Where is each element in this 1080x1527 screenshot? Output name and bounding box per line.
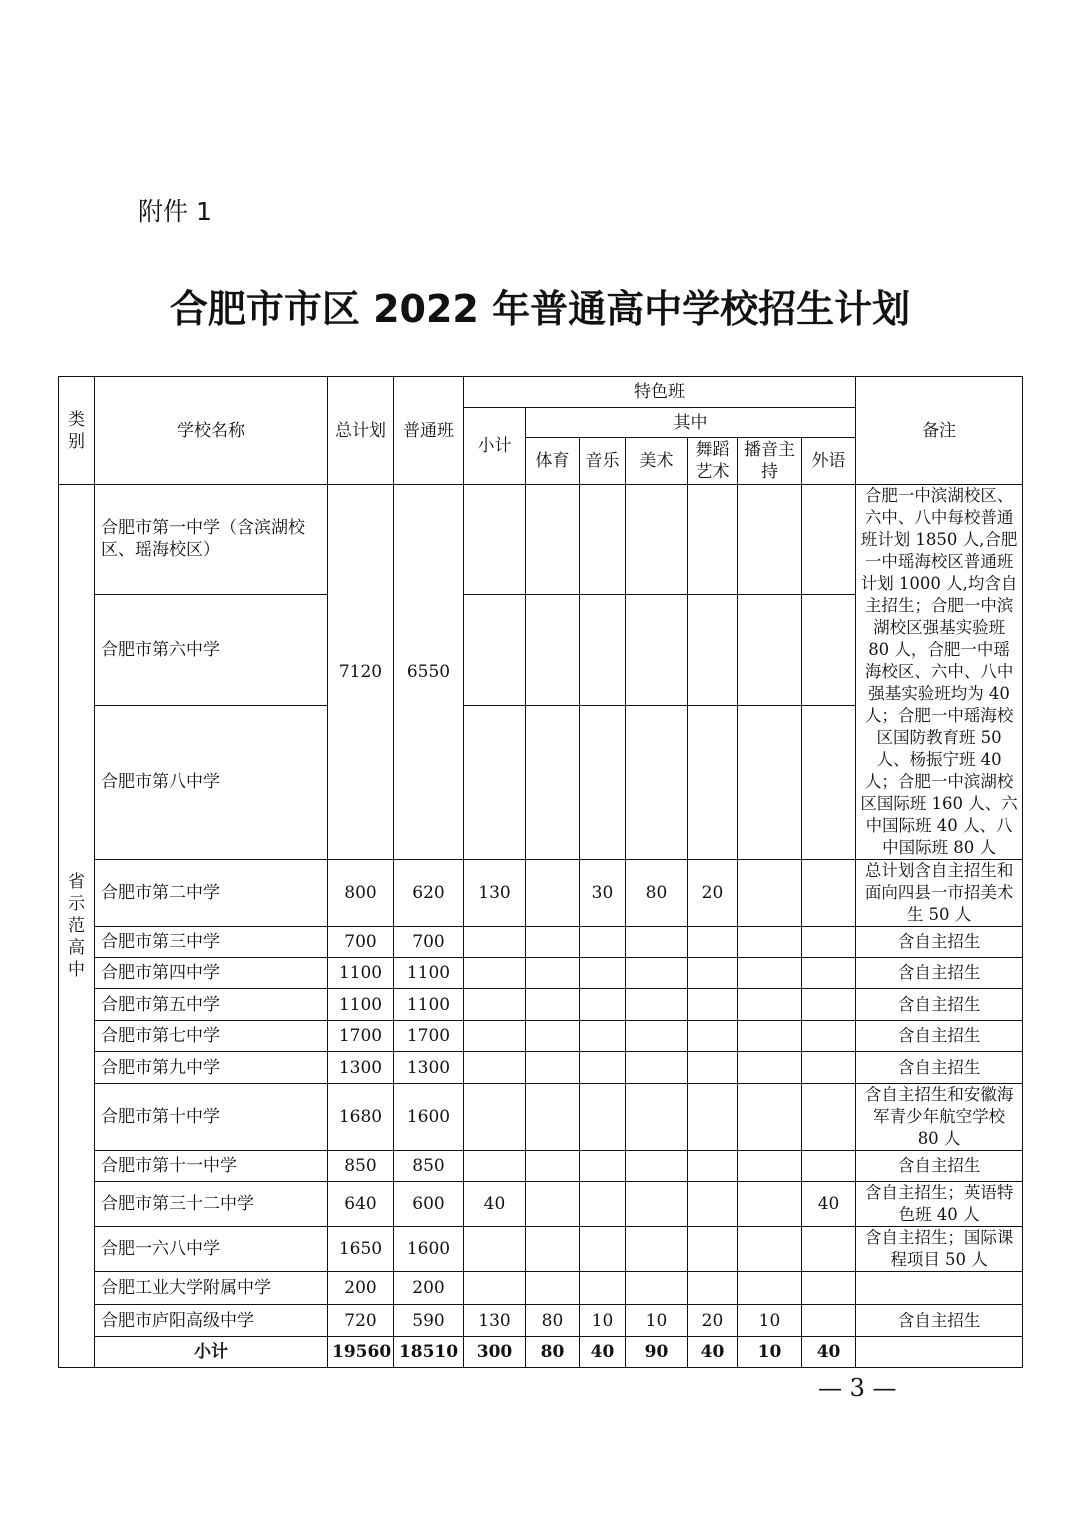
- dance-cell: [688, 1084, 738, 1151]
- table-row: [59, 1151, 1023, 1182]
- language-cell: [802, 1305, 856, 1337]
- school-name: 合肥工业大学附属中学: [95, 1272, 328, 1305]
- language-cell: [802, 705, 856, 859]
- total-cell: 850: [328, 1151, 394, 1182]
- art-cell: 80: [626, 860, 688, 927]
- header-remark: 备注: [856, 377, 1023, 485]
- broadcast-cell: [738, 1084, 802, 1151]
- broadcast-cell: 10: [738, 1337, 802, 1368]
- table-body: [59, 377, 1023, 1368]
- table-row: [59, 1305, 1023, 1337]
- sports-cell: [526, 1021, 580, 1052]
- broadcast-cell: [738, 485, 802, 595]
- music-cell: [580, 958, 626, 989]
- school-name: 合肥市第二中学: [95, 860, 328, 927]
- table-row: [59, 989, 1023, 1021]
- header-sports: 体育: [526, 438, 580, 485]
- broadcast-cell: [738, 927, 802, 958]
- subtotal-cell: 130: [464, 860, 526, 927]
- broadcast-cell: [738, 1052, 802, 1084]
- total-cell: 1700: [328, 1021, 394, 1052]
- broadcast-cell: 10: [738, 1305, 802, 1337]
- sports-cell: [526, 1052, 580, 1084]
- header-total: 总计划: [328, 377, 394, 485]
- art-cell: [626, 1021, 688, 1052]
- school-name: 合肥市第四中学: [95, 958, 328, 989]
- music-cell: [580, 1182, 626, 1227]
- dance-cell: 20: [688, 1305, 738, 1337]
- subtotal-cell: [464, 705, 526, 859]
- sports-cell: [526, 1182, 580, 1227]
- total-cell: 1100: [328, 958, 394, 989]
- subtotal-cell: [464, 1227, 526, 1272]
- art-cell: 10: [626, 1305, 688, 1337]
- table-row: [59, 860, 1023, 927]
- language-cell: [802, 1052, 856, 1084]
- remark-cell: [856, 1337, 1023, 1368]
- dance-cell: [688, 1021, 738, 1052]
- dance-cell: [688, 485, 738, 595]
- sports-cell: [526, 989, 580, 1021]
- dance-cell: [688, 1182, 738, 1227]
- broadcast-cell: [738, 1272, 802, 1305]
- language-cell: [802, 860, 856, 927]
- document-title: 合肥市市区 2022 年普通高中学校招生计划: [169, 287, 911, 331]
- music-cell: [580, 927, 626, 958]
- total-cell: 19560: [328, 1337, 394, 1368]
- table-row: [59, 927, 1023, 958]
- school-name: 合肥市庐阳高级中学: [95, 1305, 328, 1337]
- total-cell: 1680: [328, 1084, 394, 1151]
- remark-cell: 含自主招生；英语特色班 40 人: [856, 1182, 1023, 1227]
- broadcast-cell: [738, 1021, 802, 1052]
- header-language: 外语: [802, 438, 856, 485]
- enrollment-plan-table: [58, 376, 1023, 1368]
- music-cell: [580, 594, 626, 705]
- regular-cell: 850: [394, 1151, 464, 1182]
- subtotal-label: 小计: [95, 1337, 328, 1368]
- school-name: 合肥市第三十二中学: [95, 1182, 328, 1227]
- remark-cell: [856, 1272, 1023, 1305]
- remark-cell: 含自主招生: [856, 1305, 1023, 1337]
- header-music: 音乐: [580, 438, 626, 485]
- music-cell: [580, 705, 626, 859]
- subtotal-cell: [464, 1052, 526, 1084]
- music-cell: [580, 1052, 626, 1084]
- dance-cell: [688, 958, 738, 989]
- regular-cell: 1100: [394, 989, 464, 1021]
- header-among: 其中: [526, 408, 856, 438]
- broadcast-cell: [738, 958, 802, 989]
- art-cell: [626, 1151, 688, 1182]
- remark-cell: 含自主招生: [856, 1021, 1023, 1052]
- language-cell: 40: [802, 1337, 856, 1368]
- remark-cell: 含自主招生: [856, 927, 1023, 958]
- sports-cell: [526, 1151, 580, 1182]
- dance-cell: [688, 1151, 738, 1182]
- regular-cell: 1600: [394, 1084, 464, 1151]
- art-cell: [626, 1084, 688, 1151]
- language-cell: [802, 485, 856, 595]
- subtotal-cell: [464, 1021, 526, 1052]
- broadcast-cell: [738, 989, 802, 1021]
- header-dance: 舞蹈艺术: [688, 438, 738, 485]
- remark-cell: 含自主招生: [856, 989, 1023, 1021]
- sports-cell: [526, 927, 580, 958]
- language-cell: [802, 1151, 856, 1182]
- art-cell: [626, 1227, 688, 1272]
- school-name: 合肥市第八中学: [95, 705, 328, 859]
- total-cell: 7120: [328, 485, 394, 860]
- sports-cell: [526, 1084, 580, 1151]
- music-cell: 40: [580, 1337, 626, 1368]
- table-row: [59, 1227, 1023, 1272]
- subtotal-cell: [464, 485, 526, 595]
- music-cell: [580, 1021, 626, 1052]
- subtotal-cell: [464, 1272, 526, 1305]
- subtotal-cell: 300: [464, 1337, 526, 1368]
- dance-cell: [688, 1052, 738, 1084]
- dance-cell: [688, 989, 738, 1021]
- remark-cell: 含自主招生: [856, 1151, 1023, 1182]
- regular-cell: 620: [394, 860, 464, 927]
- regular-cell: 6550: [394, 485, 464, 860]
- music-cell: [580, 1272, 626, 1305]
- dance-cell: [688, 1227, 738, 1272]
- broadcast-cell: [738, 705, 802, 859]
- subtotal-cell: [464, 958, 526, 989]
- regular-cell: 590: [394, 1305, 464, 1337]
- total-cell: 700: [328, 927, 394, 958]
- music-cell: [580, 485, 626, 595]
- school-name: 合肥市第九中学: [95, 1052, 328, 1084]
- dance-cell: [688, 927, 738, 958]
- subtotal-cell: [464, 594, 526, 705]
- regular-cell: 600: [394, 1182, 464, 1227]
- sports-cell: 80: [526, 1305, 580, 1337]
- regular-cell: 1300: [394, 1052, 464, 1084]
- table-row: [59, 1272, 1023, 1305]
- language-cell: [802, 958, 856, 989]
- table-row: [59, 485, 1023, 595]
- page-number: — 3 —: [818, 1374, 897, 1402]
- dance-cell: [688, 1272, 738, 1305]
- art-cell: [626, 594, 688, 705]
- music-cell: 30: [580, 860, 626, 927]
- regular-cell: 1100: [394, 958, 464, 989]
- language-cell: 40: [802, 1182, 856, 1227]
- total-cell: 1650: [328, 1227, 394, 1272]
- remark-cell: 总计划含自主招生和面向四县一市招美术生 50 人: [856, 860, 1023, 927]
- remark-cell: 含自主招生和安徽海军青少年航空学校 80 人: [856, 1084, 1023, 1151]
- dance-cell: [688, 594, 738, 705]
- table-row: [59, 1084, 1023, 1151]
- school-name: 合肥市第五中学: [95, 989, 328, 1021]
- total-cell: 640: [328, 1182, 394, 1227]
- music-cell: 10: [580, 1305, 626, 1337]
- sports-cell: [526, 594, 580, 705]
- sports-cell: 80: [526, 1337, 580, 1368]
- art-cell: [626, 1052, 688, 1084]
- attachment-label: 附件 1: [138, 197, 212, 226]
- regular-cell: 700: [394, 927, 464, 958]
- subtotal-cell: [464, 1084, 526, 1151]
- subtotal-cell: [464, 927, 526, 958]
- broadcast-cell: [738, 594, 802, 705]
- regular-cell: 200: [394, 1272, 464, 1305]
- total-cell: 800: [328, 860, 394, 927]
- school-name: 合肥市第七中学: [95, 1021, 328, 1052]
- school-name: 合肥市第一中学（含滨湖校区、瑶海校区）: [95, 485, 328, 595]
- sports-cell: [526, 958, 580, 989]
- language-cell: [802, 1021, 856, 1052]
- subtotal-row: [59, 1337, 1023, 1368]
- sports-cell: [526, 1227, 580, 1272]
- table-row: [59, 1182, 1023, 1227]
- art-cell: [626, 1272, 688, 1305]
- broadcast-cell: [738, 860, 802, 927]
- language-cell: [802, 989, 856, 1021]
- language-cell: [802, 1272, 856, 1305]
- sports-cell: [526, 860, 580, 927]
- school-name: 合肥市第十中学: [95, 1084, 328, 1151]
- header-subtotal: 小计: [464, 408, 526, 485]
- remark-cell: 含自主招生；国际课程项目 50 人: [856, 1227, 1023, 1272]
- dance-cell: [688, 705, 738, 859]
- music-cell: [580, 1151, 626, 1182]
- header-category: 类别: [59, 377, 95, 485]
- table-row: [59, 958, 1023, 989]
- dance-cell: 40: [688, 1337, 738, 1368]
- art-cell: [626, 989, 688, 1021]
- sports-cell: [526, 705, 580, 859]
- broadcast-cell: [738, 1227, 802, 1272]
- music-cell: [580, 1227, 626, 1272]
- broadcast-cell: [738, 1151, 802, 1182]
- header-special: 特色班: [464, 377, 856, 408]
- table-row: [59, 1021, 1023, 1052]
- total-cell: 200: [328, 1272, 394, 1305]
- art-cell: [626, 705, 688, 859]
- subtotal-cell: [464, 1151, 526, 1182]
- language-cell: [802, 594, 856, 705]
- art-cell: 90: [626, 1337, 688, 1368]
- header-regular: 普通班: [394, 377, 464, 485]
- art-cell: [626, 1182, 688, 1227]
- category-label: 省示范高中: [59, 485, 95, 1368]
- header-art: 美术: [626, 438, 688, 485]
- art-cell: [626, 927, 688, 958]
- school-name: 合肥市第十一中学: [95, 1151, 328, 1182]
- regular-cell: 18510: [394, 1337, 464, 1368]
- art-cell: [626, 958, 688, 989]
- total-cell: 720: [328, 1305, 394, 1337]
- total-cell: 1300: [328, 1052, 394, 1084]
- subtotal-cell: 130: [464, 1305, 526, 1337]
- remark-cell: 含自主招生: [856, 958, 1023, 989]
- header-broadcast: 播音主持: [738, 438, 802, 485]
- broadcast-cell: [738, 1182, 802, 1227]
- school-name: 合肥市第六中学: [95, 594, 328, 705]
- remark-cell: 含自主招生: [856, 1052, 1023, 1084]
- remark-cell: 合肥一中滨湖校区、六中、八中每校普通班计划 1850 人,合肥一中瑶海校区普通班计划 1000 人,均含自主招生；合肥一中滨湖校区强基实验班 80 人，合肥一中瑶海校区、六中、八中强基实验班均为 40 人；合肥一中瑶海校区国防教育班 50 人、杨振宁班 40 人；合肥一中滨湖校区国际班 160 人、六中国际班 40 人、八中国际班 80 人: [856, 485, 1023, 860]
- school-name: 合肥一六八中学: [95, 1227, 328, 1272]
- language-cell: [802, 1084, 856, 1151]
- music-cell: [580, 989, 626, 1021]
- subtotal-cell: 40: [464, 1182, 526, 1227]
- regular-cell: 1600: [394, 1227, 464, 1272]
- regular-cell: 1700: [394, 1021, 464, 1052]
- total-cell: 1100: [328, 989, 394, 1021]
- sports-cell: [526, 485, 580, 595]
- subtotal-cell: [464, 989, 526, 1021]
- sports-cell: [526, 1272, 580, 1305]
- dance-cell: 20: [688, 860, 738, 927]
- table-row: [59, 1052, 1023, 1084]
- language-cell: [802, 1227, 856, 1272]
- art-cell: [626, 485, 688, 595]
- language-cell: [802, 927, 856, 958]
- header-school: 学校名称: [95, 377, 328, 485]
- music-cell: [580, 1084, 626, 1151]
- school-name: 合肥市第三中学: [95, 927, 328, 958]
- header-row-1: [59, 377, 1023, 408]
